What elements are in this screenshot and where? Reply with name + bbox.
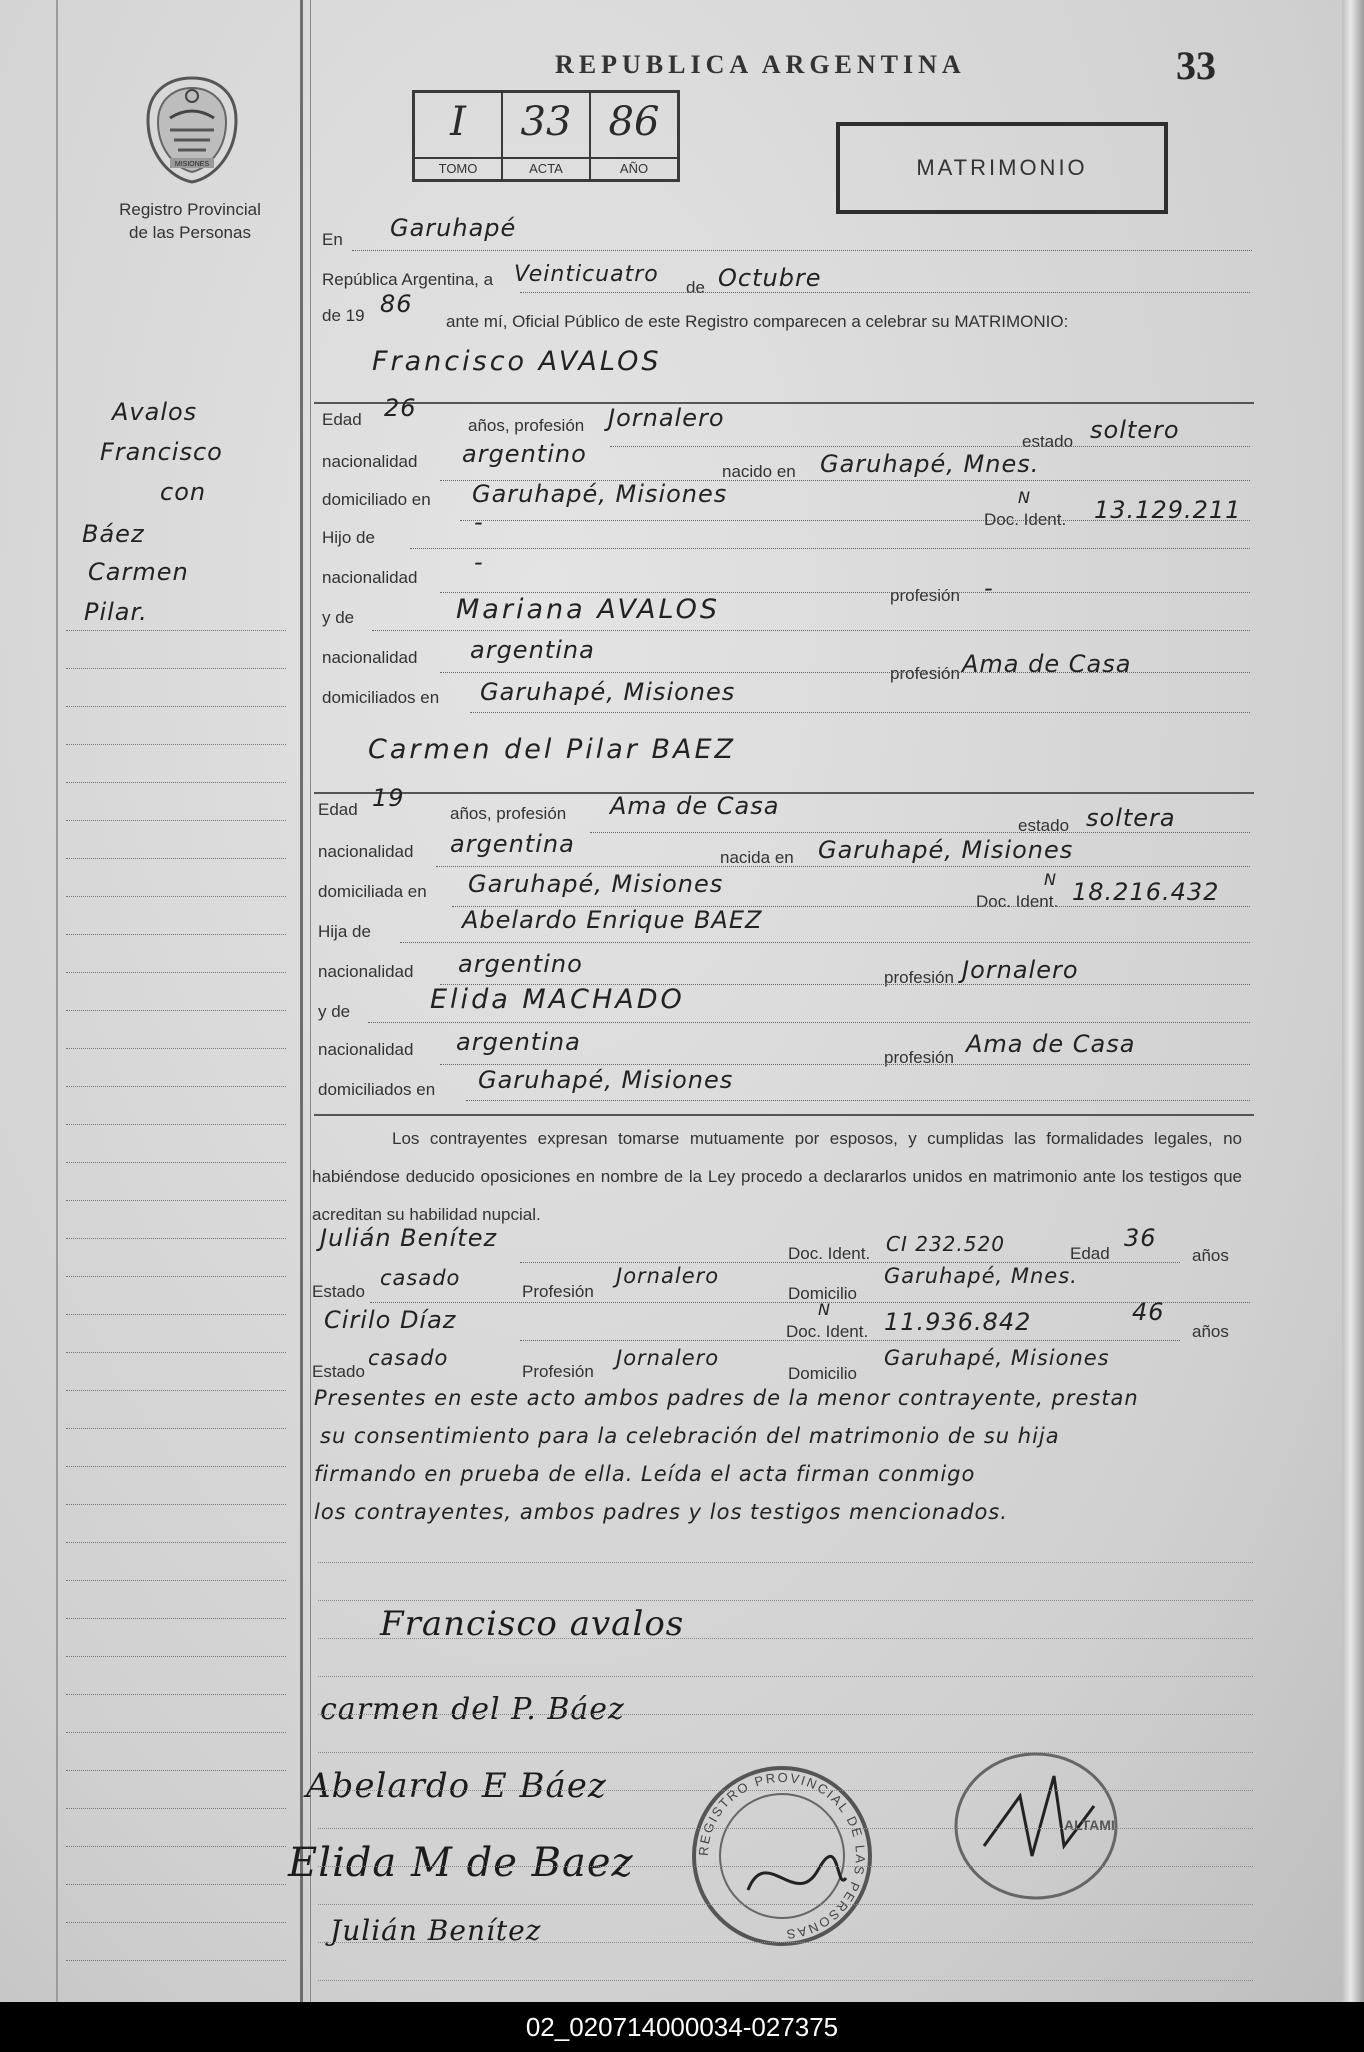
spouse2-mother-nationality: argentina	[456, 1028, 581, 1056]
witness1-profession: Jornalero	[616, 1264, 720, 1288]
image-id-footer: 02_020714000034-027375	[0, 2002, 1364, 2052]
label-nacionalidad: nacionalidad	[318, 842, 414, 861]
label-nacionalidad: nacionalidad	[318, 1040, 414, 1059]
label-anos: años	[1192, 1246, 1229, 1265]
margin-dotted-line	[66, 1618, 286, 1619]
day-value: Veinticuatro	[514, 262, 659, 287]
spouse1-name: Francisco AVALOS	[372, 346, 662, 377]
signature-dotted-line	[318, 1714, 1253, 1715]
svg-text:REGISTRO PROVINCIAL DE LAS PER	[696, 1770, 868, 1942]
margin-dotted-line	[66, 1428, 286, 1429]
signature-dotted-line	[318, 1562, 1253, 1563]
margin-rule	[56, 0, 58, 2002]
spouse2-status: soltera	[1086, 804, 1176, 832]
year-value: 86	[380, 290, 413, 318]
label-domiciliados: domiciliados en	[322, 688, 440, 707]
label-domiciliada: domiciliada en	[318, 882, 427, 901]
spouse1-age: 26	[384, 394, 417, 422]
margin-note-line: Pilar.	[84, 598, 148, 626]
label-y-de: y de	[322, 608, 355, 627]
label-domicilio: Domicilio	[788, 1284, 857, 1303]
label-nacida-en: nacida en	[720, 848, 794, 867]
witness1-address: Garuhapé, Mnes.	[884, 1264, 1078, 1288]
margin-dotted-line	[66, 1314, 286, 1315]
signature-dotted-line	[318, 1942, 1253, 1943]
witness2-status: casado	[368, 1346, 449, 1370]
spouse2-nationality: argentina	[450, 830, 575, 858]
signature-dotted-line	[318, 1638, 1253, 1639]
signature-dotted-line	[318, 1676, 1253, 1677]
margin-dotted-line	[66, 1580, 286, 1581]
doc-n-marker: N	[818, 1300, 831, 1319]
spouse1-mother-profession: Ama de Casa	[962, 650, 1132, 678]
label-doc-ident: Doc. Ident.	[786, 1322, 869, 1341]
spouse2-parents-address: Garuhapé, Misiones	[478, 1066, 734, 1094]
margin-dotted-line	[66, 668, 286, 669]
label-domiciliado: domiciliado en	[322, 490, 431, 509]
label-profesion: profesión	[890, 586, 960, 605]
margin-dotted-line	[66, 934, 286, 935]
label-de: de	[686, 278, 705, 297]
label-nacionalidad: nacionalidad	[322, 452, 418, 471]
dotted-line	[372, 630, 1250, 631]
dotted-line	[368, 1022, 1250, 1023]
signature-dotted-line	[318, 1752, 1253, 1753]
column-divider-inner	[310, 0, 311, 2002]
spouse2-address: Garuhapé, Misiones	[468, 870, 724, 898]
label-profesion: profesión	[890, 664, 960, 683]
label-doc-ident: Doc. Ident.	[788, 1244, 871, 1263]
tomo-value: I	[450, 99, 466, 145]
margin-dotted-line	[66, 744, 286, 745]
acta-reference-box	[412, 90, 680, 182]
dotted-line	[370, 1302, 1250, 1303]
tomo-cell	[415, 93, 503, 179]
dotted-line	[460, 520, 1250, 521]
spouse1-father: -	[474, 508, 484, 536]
registry-line-1: Registro Provincial	[119, 200, 261, 219]
dotted-line	[440, 672, 1250, 673]
margin-dotted-line	[66, 1542, 286, 1543]
signature-bride: carmen del P. Báez	[320, 1692, 625, 1727]
label-hijo-de: Hijo de	[322, 528, 375, 547]
margin-dotted-line	[66, 1884, 286, 1885]
anio-label: AÑO	[591, 157, 677, 179]
label-nacionalidad: nacionalidad	[322, 648, 418, 667]
label-profesion: Profesión	[522, 1362, 594, 1381]
dotted-line	[436, 866, 1250, 867]
section-rule	[314, 1114, 1254, 1116]
section-rule	[314, 402, 1254, 404]
margin-dotted-line	[66, 1276, 286, 1277]
witness2-profession: Jornalero	[616, 1346, 720, 1370]
margin-dotted-line	[66, 858, 286, 859]
acta-cell	[503, 93, 591, 179]
dotted-line	[520, 1262, 1180, 1263]
section-rule	[314, 792, 1254, 794]
label-profesion: profesión	[884, 1048, 954, 1067]
label-anos-profesion: años, profesión	[450, 804, 567, 823]
label-edad: Edad	[1070, 1244, 1110, 1263]
spouse2-mother: Elida MACHADO	[430, 984, 685, 1015]
spouse2-age: 19	[372, 784, 405, 812]
margin-dotted-line	[66, 820, 286, 821]
page-number: 33	[1176, 43, 1216, 88]
margin-dotted-line	[66, 1770, 286, 1771]
label-profesion: profesión	[884, 968, 954, 987]
label-nacido-en: nacido en	[722, 462, 796, 481]
label-edad: Edad	[318, 800, 358, 819]
margin-dotted-line	[66, 896, 286, 897]
place-value: Garuhapé	[390, 214, 517, 242]
dotted-line	[590, 832, 1250, 833]
label-anos-profesion: años, profesión	[468, 416, 585, 435]
margin-note-line: Avalos	[112, 398, 198, 426]
witness1-name: Julián Benítez	[320, 1224, 498, 1252]
signature-bride-mother: Elida M de Baez	[288, 1840, 634, 1886]
witness2-name: Cirilo Díaz	[324, 1306, 457, 1334]
margin-dotted-line	[66, 1162, 286, 1163]
margin-dotted-line	[66, 1238, 286, 1239]
label-estado: Estado	[312, 1282, 365, 1301]
margin-dotted-line	[66, 630, 286, 631]
label-hija-de: Hija de	[318, 922, 371, 941]
anio-cell	[591, 93, 677, 179]
label-estado: estado	[1022, 432, 1074, 451]
label-edad: Edad	[322, 410, 362, 429]
label-nacionalidad: nacionalidad	[322, 568, 418, 587]
doc-n-marker: N	[1044, 870, 1057, 889]
label-profesion: Profesión	[522, 1282, 594, 1301]
label-estado: Estado	[312, 1362, 365, 1381]
margin-dotted-line	[66, 1846, 286, 1847]
label-anos: años	[1192, 1322, 1229, 1341]
observation-line: Presentes en este acto ambos padres de la menor contrayente, prestan	[314, 1386, 1139, 1410]
dotted-line	[470, 712, 1250, 713]
spouse1-nationality: argentino	[462, 440, 587, 468]
seal-text: MISIONES	[174, 161, 210, 168]
margin-note-line: Carmen	[88, 558, 189, 586]
witness1-status: casado	[380, 1266, 461, 1290]
margin-dotted-line	[66, 1390, 286, 1391]
book-binding-edge	[1342, 0, 1364, 2002]
official-oval-stamp-icon	[944, 1736, 1144, 1916]
label-en: En	[322, 230, 343, 249]
dotted-line	[400, 942, 1250, 943]
signature-dotted-line	[318, 1600, 1253, 1601]
dotted-line	[520, 1340, 1180, 1341]
margin-dotted-line	[66, 972, 286, 973]
spouse1-mother-nationality: argentina	[470, 636, 595, 664]
spouse1-father-profession: -	[984, 574, 994, 602]
signature-bride-father: Abelardo E Báez	[306, 1766, 607, 1806]
label-domicilio: Domicilio	[788, 1364, 857, 1383]
anio-value: 86	[608, 99, 660, 145]
witness2-address: Garuhapé, Misiones	[884, 1346, 1110, 1370]
spouse1-profession: Jornalero	[608, 404, 725, 432]
margin-dotted-line	[66, 1732, 286, 1733]
label-nacionalidad: nacionalidad	[318, 962, 414, 981]
margin-dotted-line	[66, 706, 286, 707]
acta-label: ACTA	[503, 157, 589, 179]
act-type-box: MATRIMONIO	[836, 122, 1168, 214]
signature-dotted-line	[318, 1980, 1253, 1981]
margin-dotted-line	[66, 1352, 286, 1353]
legal-declaration: Los contrayentes expresan tomarse mutuamente por esposos, y cumplidas las formalidades legales, no habiéndose deducido oposiciones en nombre de la Ley procedo a declararlos unidos en matrimonio ante los testigos que acreditan su habilidad nupcial.	[312, 1129, 1242, 1224]
tomo-label: TOMO	[415, 157, 501, 179]
margin-dotted-line	[66, 1656, 286, 1657]
margin-dotted-line	[66, 1922, 286, 1923]
margin-dotted-line	[66, 1808, 286, 1809]
spouse2-profession: Ama de Casa	[610, 792, 780, 820]
spouse2-birthplace: Garuhapé, Misiones	[818, 836, 1074, 864]
doc-n-marker: N	[1018, 488, 1031, 507]
witness2-doc: 11.936.842	[884, 1308, 1032, 1336]
dotted-line	[466, 1100, 1250, 1101]
margin-dotted-line	[66, 1960, 286, 1961]
margin-dotted-line	[66, 1010, 286, 1011]
dotted-line	[352, 250, 1252, 251]
margin-note-line: Báez	[82, 520, 145, 548]
margin-dotted-line	[66, 1504, 286, 1505]
label-doc-ident: Doc. Ident.	[976, 892, 1059, 911]
label-de19: de 19	[322, 306, 365, 325]
signature-groom: Francisco avalos	[380, 1604, 685, 1644]
signature-dotted-line	[318, 1790, 1253, 1791]
signature-dotted-line	[318, 1828, 1253, 1829]
label-estado: estado	[1018, 816, 1070, 835]
witness1-age: 36	[1124, 1224, 1157, 1252]
spouse1-status: soltero	[1090, 416, 1180, 444]
spouse1-birthplace: Garuhapé, Mnes.	[820, 450, 1040, 478]
provincial-seal-icon	[140, 74, 244, 186]
spouse2-doc: 18.216.432	[1072, 878, 1220, 906]
signature-dotted-line	[318, 1866, 1253, 1867]
country-heading: REPUBLICA ARGENTINA	[555, 50, 966, 79]
margin-dotted-line	[66, 1466, 286, 1467]
label-republica: República Argentina, a	[322, 270, 494, 289]
column-divider	[300, 0, 303, 2002]
official-stamp-icon	[686, 1760, 878, 1952]
spouse2-father: Abelardo Enrique BAEZ	[462, 906, 763, 934]
margin-dotted-line	[66, 1694, 286, 1695]
registry-name	[70, 198, 310, 244]
margin-note-line: Francisco	[100, 438, 223, 466]
spouse2-father-nationality: argentino	[458, 950, 583, 978]
acta-value: 33	[520, 99, 572, 145]
observation-line: su consentimiento para la celebración del matrimonio de su hija	[320, 1424, 1060, 1448]
label-y-de: y de	[318, 1002, 351, 1021]
spouse1-doc: 13.129.211	[1094, 496, 1242, 524]
margin-dotted-line	[66, 1200, 286, 1201]
stamp-text: REGISTRO PROVINCIAL DE LAS PERSONAS	[695, 1769, 869, 1943]
spouse1-father-nationality: -	[474, 548, 484, 576]
dotted-line	[520, 292, 1250, 293]
registry-line-2: de las Personas	[129, 223, 251, 242]
signature-witness: Julián Benítez	[330, 1914, 542, 1947]
spouse1-parents-address: Garuhapé, Misiones	[480, 678, 736, 706]
stamp2-text: ALTAMI	[1064, 1817, 1115, 1833]
label-domiciliados: domiciliados en	[318, 1080, 436, 1099]
label-comparecen: ante mí, Oficial Público de este Registro comparecen a celebrar su MATRIMONIO:	[446, 312, 1069, 331]
spouse2-mother-profession: Ama de Casa	[966, 1030, 1136, 1058]
margin-dotted-line	[66, 1048, 286, 1049]
label-doc-ident: Doc. Ident.	[984, 510, 1067, 529]
margin-dotted-line	[66, 1086, 286, 1087]
witness2-age: 46	[1132, 1298, 1165, 1326]
month-value: Octubre	[718, 264, 822, 292]
witness1-doc: CI 232.520	[886, 1232, 1005, 1256]
spouse1-mother: Mariana AVALOS	[456, 594, 721, 625]
margin-dotted-line	[66, 1124, 286, 1125]
dotted-line	[610, 446, 1250, 447]
spouse2-father-profession: Jornalero	[962, 956, 1079, 984]
margin-note-line: con	[160, 478, 207, 506]
dotted-line	[410, 548, 1250, 549]
spouse2-name: Carmen del Pilar BAEZ	[368, 734, 737, 765]
signature-dotted-line	[318, 1904, 1253, 1905]
observation-line: los contrayentes, ambos padres y los testigos mencionados.	[314, 1500, 1008, 1524]
margin-dotted-line	[66, 782, 286, 783]
observation-line: firmando en prueba de ella. Leída el acta firman conmigo	[314, 1462, 976, 1486]
dotted-line	[440, 1064, 1250, 1065]
spouse1-address: Garuhapé, Misiones	[472, 480, 728, 508]
dotted-line	[440, 592, 1250, 593]
